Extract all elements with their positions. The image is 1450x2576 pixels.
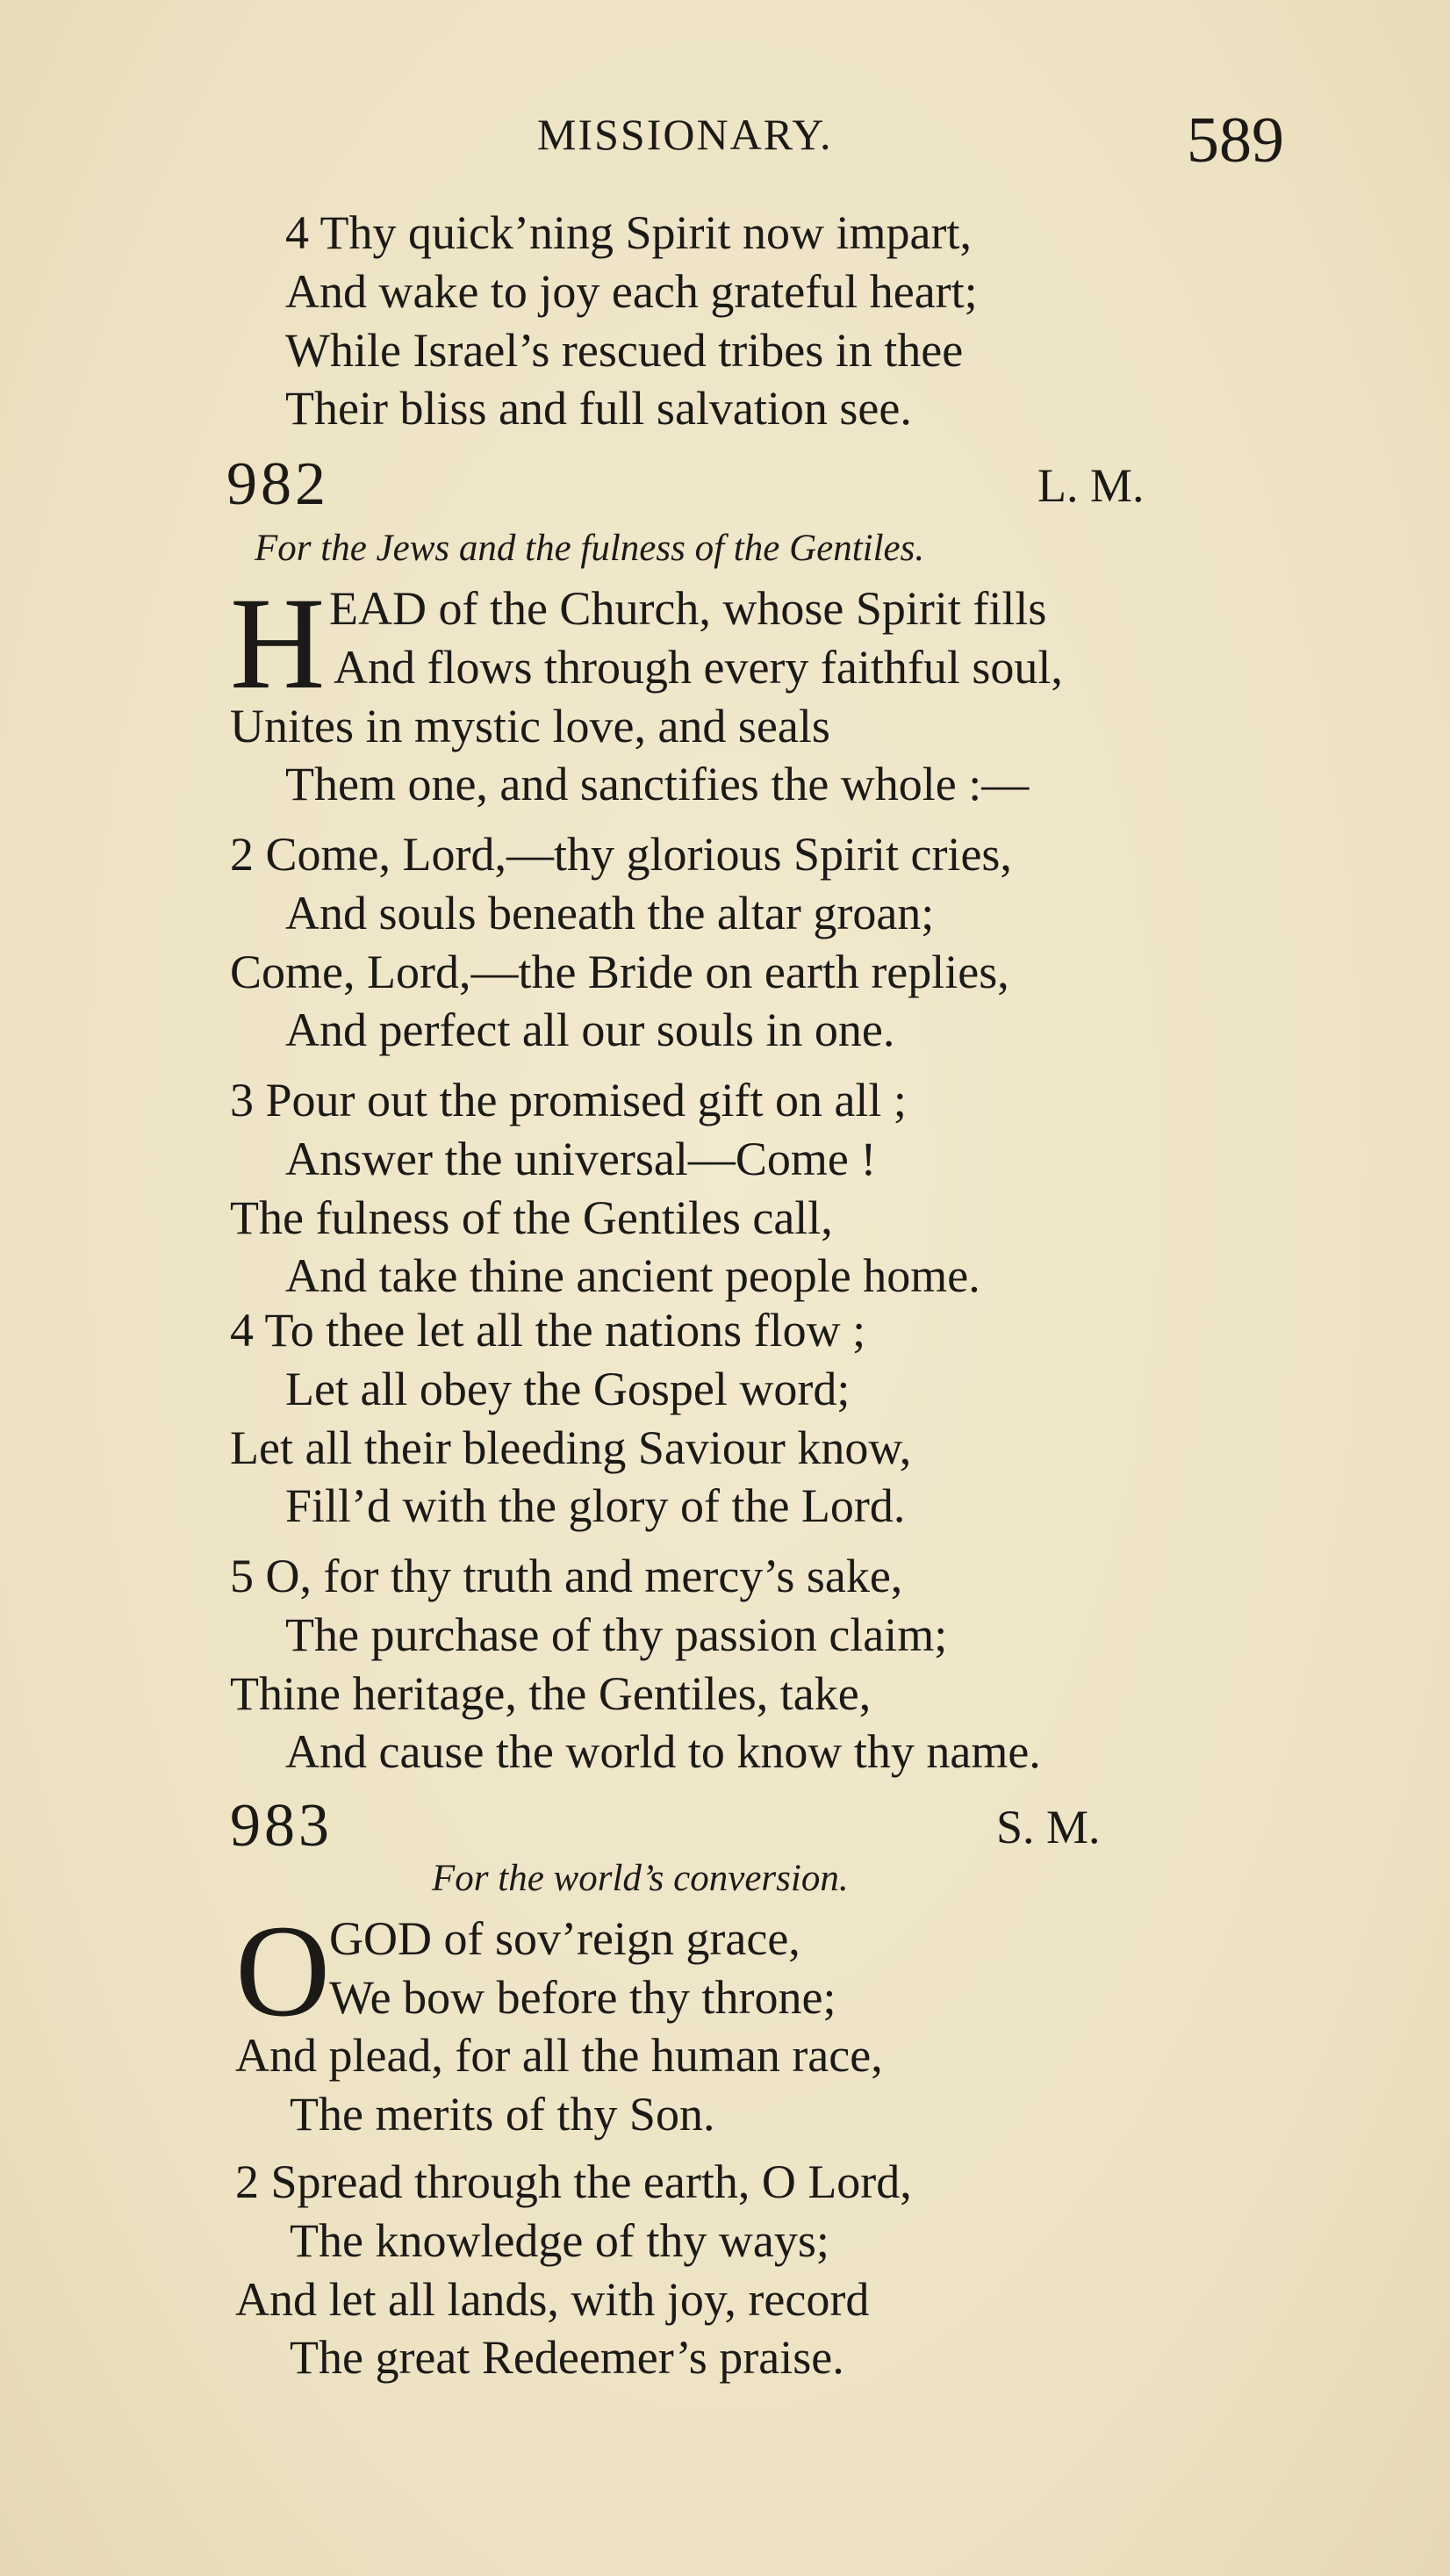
verse-line: Let all their bleeding Saviour know,	[230, 1421, 912, 1474]
verse-line: Thine heritage, the Gentiles, take,	[230, 1667, 872, 1720]
verse-line: Answer the universal—Come !	[285, 1133, 877, 1185]
verse-line: The merits of thy Son.	[290, 2088, 715, 2141]
verse-line: The knowledge of thy ways;	[290, 2214, 829, 2267]
hymn-meter: L. M.	[1037, 459, 1145, 512]
verse-line: EAD of the Church, whose Spirit fills	[329, 582, 1047, 635]
hymn-number: 982	[226, 450, 329, 518]
verse-line: 5 O, for thy truth and mercy’s sake,	[230, 1550, 903, 1602]
running-head: MISSIONARY.	[537, 110, 833, 159]
hymn-title: For the world’s conversion.	[432, 1858, 849, 1899]
verse-line: Their bliss and full salvation see.	[285, 382, 912, 435]
verse-line: The purchase of thy passion claim;	[285, 1608, 948, 1661]
verse-line: And let all lands, with joy, record	[235, 2273, 870, 2326]
verse-line: Fill’d with the glory of the Lord.	[285, 1479, 906, 1532]
hymn-title: For the Jews and the fulness of the Gentiles.	[255, 528, 925, 569]
verse-line: 4 To thee let all the nations flow ;	[230, 1304, 866, 1356]
drop-cap: H	[230, 571, 326, 716]
verse-line: And take thine ancient people home.	[285, 1249, 980, 1302]
verse-line: Unites in mystic love, and seals	[230, 700, 830, 752]
verse-line: And cause the world to know thy name.	[285, 1725, 1041, 1778]
verse-line: Them one, and sanctifies the whole :—	[285, 758, 1030, 810]
verse-line: 2 Come, Lord,—thy glorious Spirit cries,	[230, 828, 1012, 881]
verse-line: 2 Spread through the earth, O Lord,	[235, 2155, 912, 2208]
hymn-meter: S. M.	[996, 1801, 1101, 1853]
hymn-number: 983	[230, 1792, 333, 1860]
page-number: 589	[1187, 104, 1284, 176]
drop-cap: O	[235, 1898, 331, 2044]
verse-line: And perfect all our souls in one.	[285, 1004, 895, 1056]
verse-line: And plead, for all the human race,	[235, 2029, 883, 2082]
verse-line: And wake to joy each grateful heart;	[285, 265, 978, 318]
verse-line: Let all obey the Gospel word;	[285, 1363, 851, 1415]
verse-line: And souls beneath the altar groan;	[285, 887, 935, 939]
verse-line: We bow before thy throne;	[329, 1971, 836, 2024]
verse-line: 3 Pour out the promised gift on all ;	[230, 1074, 907, 1126]
verse-line: The great Redeemer’s praise.	[290, 2331, 844, 2384]
verse-line: And flows through every faithful soul,	[334, 641, 1063, 694]
verse-line: GOD of sov’reign grace,	[329, 1912, 800, 1965]
verse-line: 4 Thy quick’ning Spirit now impart,	[285, 206, 972, 259]
verse-line: The fulness of the Gentiles call,	[230, 1191, 833, 1244]
verse-line: Come, Lord,—the Bride on earth replies,	[230, 946, 1009, 998]
verse-line: While Israel’s rescued tribes in thee	[285, 324, 964, 377]
